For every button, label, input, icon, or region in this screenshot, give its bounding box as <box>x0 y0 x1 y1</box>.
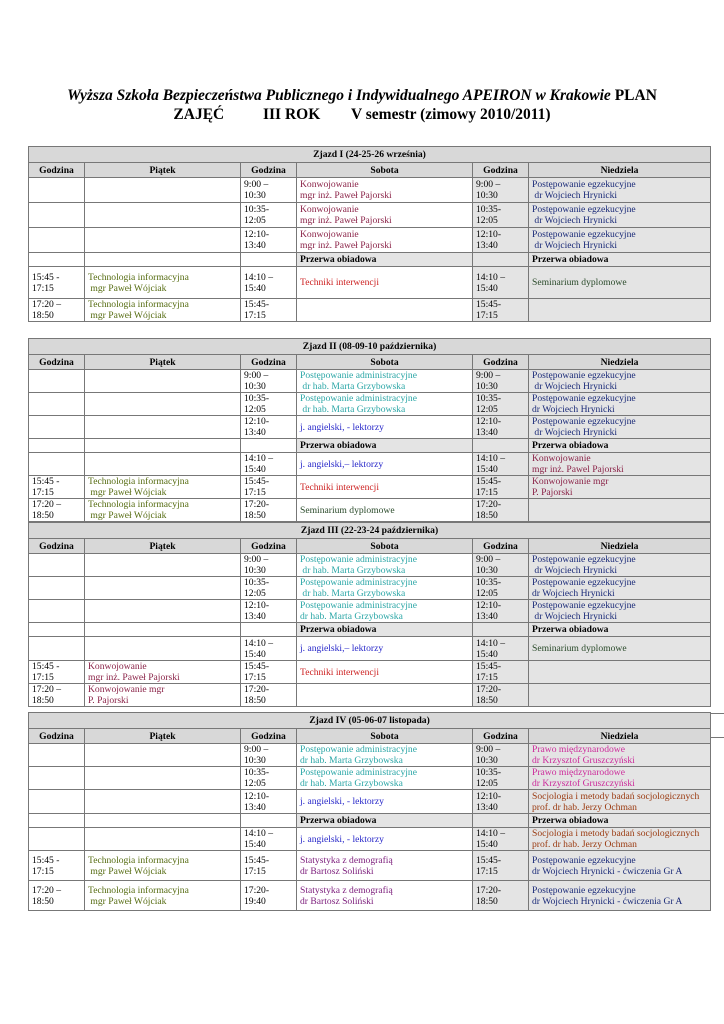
time-cell <box>29 178 85 203</box>
table-row <box>29 661 711 684</box>
class-cell: Konwojowanie mgr P. Pajorski <box>529 476 711 499</box>
table-row <box>29 744 711 767</box>
class-cell <box>297 299 473 322</box>
class-cell: Konwojowanie mgr inż. Paweł Pajorski <box>297 228 473 253</box>
table-row <box>29 370 711 393</box>
class-cell: Seminarium dyplomowe <box>529 637 711 661</box>
time-cell: 14:10 – 15:40 <box>473 267 529 299</box>
column-header: Godzina <box>241 163 297 178</box>
time-cell: 10:35- 12:05 <box>241 393 297 416</box>
time-cell <box>29 228 85 253</box>
class-cell <box>85 600 241 623</box>
time-cell: 15:45- 17:15 <box>241 661 297 684</box>
class-cell: Prawo międzynarodowe dr Krzysztof Gruszczyński <box>529 744 711 767</box>
time-cell <box>473 623 529 637</box>
class-cell: Postępowanie egzekucyjne dr Wojciech Hrynicki <box>529 393 711 416</box>
time-cell: 12:10- 13:40 <box>473 600 529 623</box>
table-row <box>29 453 711 476</box>
time-cell: 15:45- 17:15 <box>473 476 529 499</box>
time-cell <box>29 439 85 453</box>
time-cell: 17:20 – 18:50 <box>29 881 85 911</box>
time-cell: 17:20- 18:50 <box>241 684 297 707</box>
table-row <box>29 814 711 828</box>
time-cell <box>241 814 297 828</box>
class-cell: Postępowanie egzekucyjne dr Wojciech Hrynicki <box>529 577 711 600</box>
column-header: Piątek <box>85 539 241 554</box>
class-cell: Przerwa obiadowa <box>297 814 473 828</box>
time-cell <box>473 814 529 828</box>
class-cell <box>85 828 241 851</box>
zjazd-title: Zjazd I (24-25-26 września) <box>29 147 711 163</box>
time-cell <box>29 416 85 439</box>
class-cell <box>85 370 241 393</box>
time-cell: 10:35- 12:05 <box>473 577 529 600</box>
class-cell <box>85 253 241 267</box>
class-cell: Postępowanie egzekucyjne dr Wojciech Hrynicki <box>529 554 711 577</box>
class-cell <box>85 637 241 661</box>
time-cell <box>29 393 85 416</box>
time-cell <box>29 203 85 228</box>
time-cell <box>29 828 85 851</box>
table-row <box>29 476 711 499</box>
table-row <box>29 439 711 453</box>
zjazd-section <box>28 522 710 707</box>
column-header: Niedziela <box>529 355 711 370</box>
class-cell <box>85 439 241 453</box>
table-row <box>29 416 711 439</box>
time-cell <box>29 253 85 267</box>
class-cell <box>85 393 241 416</box>
time-cell: 12:10- 13:40 <box>241 790 297 814</box>
column-header: Godzina <box>29 539 85 554</box>
table-row <box>29 178 711 203</box>
column-header: Godzina <box>29 729 85 744</box>
class-cell: j. angielski, - lektorzy <box>297 790 473 814</box>
class-cell: Przerwa obiadowa <box>297 623 473 637</box>
time-cell <box>29 370 85 393</box>
table-row <box>29 499 711 522</box>
class-cell <box>529 684 711 707</box>
class-cell: Techniki interwencji <box>297 476 473 499</box>
column-header: Sobota <box>297 355 473 370</box>
time-cell <box>29 767 85 790</box>
time-cell <box>241 439 297 453</box>
schedule-table <box>28 712 711 911</box>
time-cell: 9:00 – 10:30 <box>473 744 529 767</box>
time-cell: 10:35- 12:05 <box>473 203 529 228</box>
time-cell: 15:45 - 17:15 <box>29 851 85 881</box>
time-cell <box>473 253 529 267</box>
schedule-table <box>28 338 711 522</box>
class-cell <box>85 554 241 577</box>
class-cell: Przerwa obiadowa <box>297 253 473 267</box>
table-row <box>29 600 711 623</box>
column-header: Niedziela <box>529 729 711 744</box>
class-cell <box>85 203 241 228</box>
time-cell: 14:10 – 15:40 <box>473 828 529 851</box>
time-cell: 15:45- 17:15 <box>473 851 529 881</box>
time-cell: 14:10 – 15:40 <box>241 637 297 661</box>
zjazd-title: Zjazd II (08-09-10 października) <box>29 339 711 355</box>
class-cell <box>85 416 241 439</box>
class-cell: Postępowanie egzekucyjne dr Wojciech Hrynicki <box>529 178 711 203</box>
time-cell: 15:45- 17:15 <box>241 299 297 322</box>
class-cell: Technologia informacyjna mgr Paweł Wójciak <box>85 851 241 881</box>
column-header: Piątek <box>85 355 241 370</box>
class-cell: Seminarium dyplomowe <box>297 499 473 522</box>
zjazd-title: Zjazd III (22-23-24 października) <box>29 523 711 539</box>
column-header: Niedziela <box>529 539 711 554</box>
title-line-1: Wyższa Szkoła Bezpieczeństwa Publicznego i Indywidualnego APEIRON w Krakowie <box>67 87 611 104</box>
class-cell: Technologia informacyjna mgr Paweł Wójciak <box>85 499 241 522</box>
time-cell: 14:10 – 15:40 <box>241 267 297 299</box>
time-cell <box>29 623 85 637</box>
class-cell: Konwojowanie mgr P. Pajorski <box>85 684 241 707</box>
time-cell: 17:20 – 18:50 <box>29 684 85 707</box>
table-row <box>29 393 711 416</box>
table-row <box>29 253 711 267</box>
column-header: Godzina <box>473 539 529 554</box>
table-row <box>29 554 711 577</box>
title-line-1-plain: PLAN <box>614 87 657 104</box>
class-cell: Konwojowanie mgr inż. Paweł Pajorski <box>297 203 473 228</box>
table-row <box>29 623 711 637</box>
class-cell: Postępowanie egzekucyjne dr Wojciech Hrynicki - ćwiczenia Gr A <box>529 881 711 911</box>
time-cell <box>473 439 529 453</box>
table-row <box>29 767 711 790</box>
table-row <box>29 637 711 661</box>
class-cell <box>85 577 241 600</box>
time-cell: 9:00 – 10:30 <box>473 178 529 203</box>
time-cell: 9:00 – 10:30 <box>241 554 297 577</box>
time-cell: 9:00 – 10:30 <box>473 370 529 393</box>
time-cell: 14:10 – 15:40 <box>473 637 529 661</box>
time-cell: 15:45- 17:15 <box>241 476 297 499</box>
class-cell: j. angielski,– lektorzy <box>297 453 473 476</box>
time-cell: 14:10 – 15:40 <box>241 453 297 476</box>
class-cell: Postępowanie egzekucyjne dr Wojciech Hrynicki <box>529 600 711 623</box>
class-cell <box>529 661 711 684</box>
time-cell: 17:20- 19:40 <box>241 881 297 911</box>
table-row <box>29 299 711 322</box>
column-header: Sobota <box>297 729 473 744</box>
class-cell: Technologia informacyjna mgr Paweł Wójciak <box>85 267 241 299</box>
class-cell <box>85 623 241 637</box>
class-cell: Statystyka z demografią dr Bartosz Soliński <box>297 851 473 881</box>
table-row <box>29 684 711 707</box>
column-header: Godzina <box>473 163 529 178</box>
time-cell: 17:20- 18:50 <box>473 684 529 707</box>
class-cell: Konwojowanie mgr inż. Paweł Pajorski <box>297 178 473 203</box>
class-cell: j. angielski, - lektorzy <box>297 828 473 851</box>
column-header: Sobota <box>297 163 473 178</box>
class-cell: Przerwa obiadowa <box>529 623 711 637</box>
time-cell: 17:20- 18:50 <box>473 881 529 911</box>
class-cell: Techniki interwencji <box>297 661 473 684</box>
class-cell: Przerwa obiadowa <box>529 439 711 453</box>
class-cell: Technologia informacyjna mgr Paweł Wójciak <box>85 881 241 911</box>
class-cell <box>85 814 241 828</box>
time-cell: 15:45- 17:15 <box>241 851 297 881</box>
class-cell <box>85 744 241 767</box>
time-cell: 9:00 – 10:30 <box>241 178 297 203</box>
column-header: Piątek <box>85 729 241 744</box>
class-cell: Techniki interwencji <box>297 267 473 299</box>
class-cell: Postępowanie egzekucyjne dr Wojciech Hrynicki <box>529 203 711 228</box>
time-cell <box>29 637 85 661</box>
time-cell: 14:10 – 15:40 <box>473 453 529 476</box>
class-cell: Postępowanie administracyjne dr hab. Marta Grzybowska <box>297 767 473 790</box>
class-cell: Socjologia i metody badań socjologicznych prof. dr hab. Jerzy Ochman <box>529 828 711 851</box>
class-cell: Postępowanie administracyjne dr hab. Marta Grzybowska <box>297 370 473 393</box>
column-header: Godzina <box>29 163 85 178</box>
time-cell: 10:35- 12:05 <box>473 393 529 416</box>
column-header: Godzina <box>473 729 529 744</box>
class-cell: Konwojowanie mgr inż. Pawel Pajorski <box>529 453 711 476</box>
table-row <box>29 267 711 299</box>
table-row <box>29 881 711 911</box>
class-cell: Prawo międzynarodowe dr Krzysztof Gruszczyński <box>529 767 711 790</box>
title-line-2: ZAJĘĆ III ROK V semestr (zimowy 2010/2011) <box>173 106 551 123</box>
class-cell <box>85 790 241 814</box>
time-cell <box>29 554 85 577</box>
time-cell <box>29 790 85 814</box>
time-cell: 15:45- 17:15 <box>473 299 529 322</box>
time-cell: 12:10- 13:40 <box>473 790 529 814</box>
class-cell <box>297 684 473 707</box>
time-cell: 17:20- 18:50 <box>241 499 297 522</box>
class-cell: Przerwa obiadowa <box>529 814 711 828</box>
column-header: Sobota <box>297 539 473 554</box>
table-row <box>29 790 711 814</box>
schedule-table <box>28 146 711 322</box>
time-cell: 12:10- 13:40 <box>473 228 529 253</box>
margin-line <box>710 737 724 738</box>
time-cell: 15:45 - 17:15 <box>29 476 85 499</box>
table-row <box>29 228 711 253</box>
time-cell: 15:45 - 17:15 <box>29 661 85 684</box>
class-cell <box>85 767 241 790</box>
time-cell <box>29 600 85 623</box>
time-cell <box>29 744 85 767</box>
time-cell: 10:35- 12:05 <box>241 203 297 228</box>
time-cell: 10:35- 12:05 <box>241 767 297 790</box>
column-header: Niedziela <box>529 163 711 178</box>
class-cell: Seminarium dyplomowe <box>529 267 711 299</box>
time-cell: 17:20 – 18:50 <box>29 499 85 522</box>
zjazd-section <box>28 146 710 322</box>
class-cell: Postępowanie egzekucyjne dr Wojciech Hrynicki <box>529 228 711 253</box>
class-cell: Postępowanie egzekucyjne dr Wojciech Hrynicki <box>529 370 711 393</box>
column-header: Godzina <box>241 729 297 744</box>
class-cell <box>85 453 241 476</box>
column-header: Godzina <box>241 355 297 370</box>
class-cell <box>85 228 241 253</box>
class-cell: Postępowanie egzekucyjne dr Wojciech Hrynicki <box>529 416 711 439</box>
time-cell: 15:45- 17:15 <box>473 661 529 684</box>
time-cell: 14:10 – 15:40 <box>241 828 297 851</box>
time-cell <box>29 814 85 828</box>
class-cell: Przerwa obiadowa <box>297 439 473 453</box>
class-cell <box>529 499 711 522</box>
time-cell: 12:10- 13:40 <box>473 416 529 439</box>
time-cell: 17:20 – 18:50 <box>29 299 85 322</box>
column-header: Godzina <box>29 355 85 370</box>
time-cell <box>29 453 85 476</box>
zjazd-title: Zjazd IV (05-06-07 listopada) <box>29 713 711 729</box>
class-cell: Postępowanie administracyjne dr hab. Marta Grzybowska <box>297 600 473 623</box>
time-cell: 10:35- 12:05 <box>473 767 529 790</box>
time-cell: 15:45 - 17:15 <box>29 267 85 299</box>
table-row <box>29 203 711 228</box>
class-cell: Konwojowanie mgr inż. Paweł Pajorski <box>85 661 241 684</box>
time-cell: 12:10- 13:40 <box>241 600 297 623</box>
class-cell: Technologia informacyjna mgr Paweł Wójciak <box>85 299 241 322</box>
class-cell: Postępowanie administracyjne dr hab. Marta Grzybowska <box>297 577 473 600</box>
class-cell: Technologia informacyjna mgr Paweł Wójciak <box>85 476 241 499</box>
time-cell <box>241 253 297 267</box>
column-header: Piątek <box>85 163 241 178</box>
class-cell: Przerwa obiadowa <box>529 253 711 267</box>
zjazd-section <box>28 712 710 911</box>
table-row <box>29 828 711 851</box>
table-row <box>29 577 711 600</box>
time-cell: 9:00 – 10:30 <box>473 554 529 577</box>
document-title <box>0 86 724 124</box>
class-cell: Postępowanie egzekucyjne dr Wojciech Hrynicki - ćwiczenia Gr A <box>529 851 711 881</box>
zjazd-section <box>28 338 710 522</box>
time-cell: 12:10- 13:40 <box>241 416 297 439</box>
class-cell: j. angielski,– lektorzy <box>297 637 473 661</box>
margin-line <box>710 713 724 714</box>
table-row <box>29 851 711 881</box>
time-cell: 9:00 – 10:30 <box>241 744 297 767</box>
class-cell <box>85 178 241 203</box>
column-header: Godzina <box>241 539 297 554</box>
time-cell <box>241 623 297 637</box>
schedule-table <box>28 522 711 707</box>
time-cell <box>29 577 85 600</box>
time-cell: 17:20- 18:50 <box>473 499 529 522</box>
class-cell: j. angielski, - lektorzy <box>297 416 473 439</box>
column-header: Godzina <box>473 355 529 370</box>
class-cell: Postępowanie administracyjne dr hab. Marta Grzybowska <box>297 393 473 416</box>
time-cell: 9:00 – 10:30 <box>241 370 297 393</box>
time-cell: 10:35- 12:05 <box>241 577 297 600</box>
class-cell <box>529 299 711 322</box>
class-cell: Socjologia i metody badań socjologicznych prof. dr hab. Jerzy Ochman <box>529 790 711 814</box>
class-cell: Statystyka z demografią dr Bartosz Soliński <box>297 881 473 911</box>
class-cell: Postępowanie administracyjne dr hab. Marta Grzybowska <box>297 554 473 577</box>
class-cell: Postępowanie administracyjne dr hab. Marta Grzybowska <box>297 744 473 767</box>
time-cell: 12:10- 13:40 <box>241 228 297 253</box>
